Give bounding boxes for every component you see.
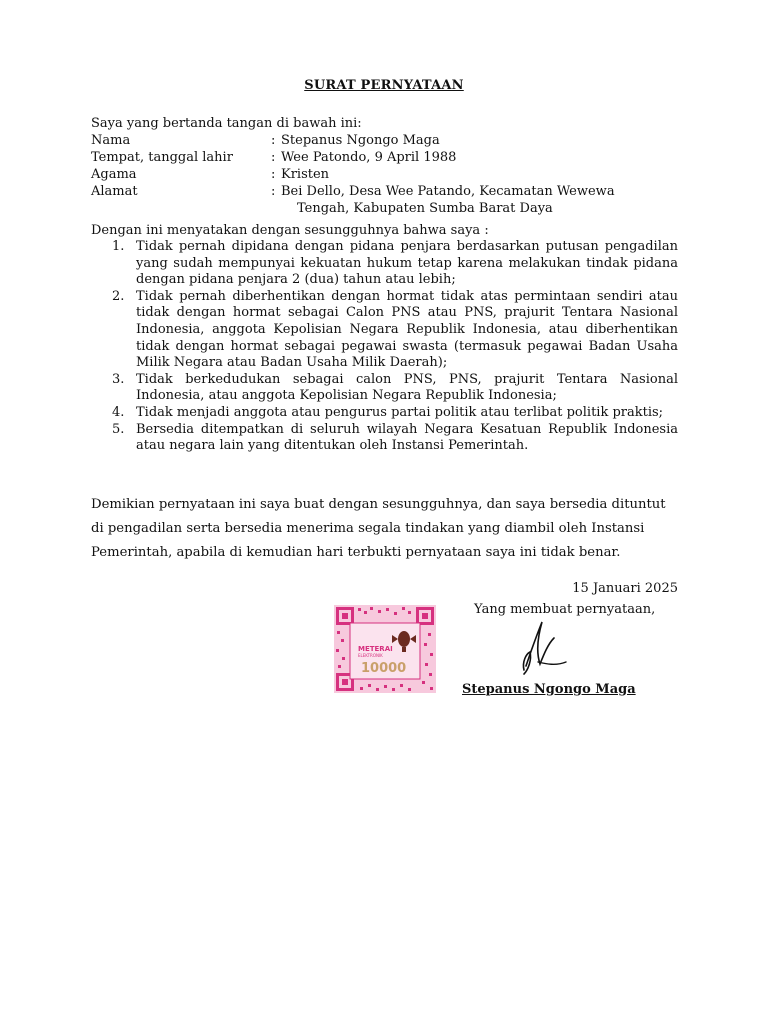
field-value: Wee Patondo, 9 April 1988 [281,150,457,165]
document-date: 15 Januari 2025 [572,581,678,596]
svg-text:METERAI: METERAI [358,645,393,653]
list-text: Tidak berkedudukan sebagai calon PNS, PNS, prajurit Tentara Nasional Indonesia, atau anggota Kepolisian Negara Republik Indonesia; [136,371,678,404]
signature-icon [508,618,570,680]
signer-name: Stepanus Ngongo Maga [462,682,636,697]
list-text: Tidak pernah diberhentikan dengan hormat tidak atas permintaan sendiri atau tidak dengan hormat sebagai Calon PNS atau PNS, prajurit Tentara Nasional Indonesia, anggota Kepolisian Negara Republik Indonesia, atau diberhentikan tidak dengan hormat sebagai pegawai swasta (termasuk pegawai Badan Usaha Milik Negara atau Badan Usaha Milik Daerah); [136,288,678,371]
field-label: Alamat [91,184,138,199]
list-text: Tidak menjadi anggota atau pengurus partai politik atau terlibat politik praktis; [136,404,664,420]
list-text: Bersedia ditempatkan di seluruh wilayah Negara Kesatuan Republik Indonesia atau negara lain yang ditentukan oleh Instansi Pemerintah. [136,421,678,454]
field-row-religion [91,166,671,183]
field-value: Kristen [281,167,330,182]
intro-text: Saya yang bertanda tangan di bawah ini: [91,116,362,131]
list-item [112,422,678,455]
list-text: Tidak pernah dipidana dengan pidana penjara berdasarkan putusan pengadilan yang sudah mempunyai kekuatan hukum tetap karena melakukan tindak pidana dengan pidana penjara 2 (dua) tahun atau lebih; [136,239,678,288]
list-number: 3. [112,371,125,387]
field-label: Nama [91,133,131,148]
document-title: SURAT PERNYATAAN [304,78,464,93]
maker-label: Yang membuat pernyataan, [474,602,656,617]
field-row-address [91,183,671,217]
field-value: Stepanus Ngongo Maga [281,133,440,148]
field-row-name [91,132,671,149]
svg-text:ELEKTRONIK: ELEKTRONIK [358,653,383,658]
list-item [112,289,678,372]
list-item [112,239,678,289]
field-colon: : [271,133,276,148]
address-line-1: Bei Dello, Desa Wee Patando, Kecamatan Wewewa [281,184,615,199]
closing-paragraph: Demikian pernyataan ini saya buat dengan sesungguhnya, dan saya bersedia dituntut di pengadilan serta bersedia menerima segala tindakan yang diambil oleh Instansi Pemerintah, apabila di kemudian hari terbukti pernyataan saya ini tidak benar. [91,497,666,560]
list-item [112,405,678,422]
statement-list [112,239,678,455]
field-value [281,183,671,217]
field-label: Agama [91,167,137,182]
list-item [112,372,678,405]
svg-text:10000: 10000 [361,661,407,676]
list-number: 4. [112,404,125,420]
list-number: 5. [112,421,125,437]
identity-fields [91,132,671,217]
list-number: 1. [112,239,125,254]
field-colon: : [271,184,276,199]
meterai-stamp-icon [334,605,436,693]
statement-lead: Dengan ini menyatakan dengan sesungguhnya bahwa saya : [91,223,489,238]
list-number: 2. [112,288,125,304]
field-colon: : [271,150,276,165]
address-line-2: Tengah, Kabupaten Sumba Barat Daya [297,201,553,216]
field-colon: : [271,167,276,182]
field-label: Tempat, tanggal lahir [91,150,233,165]
field-row-birth [91,149,671,166]
